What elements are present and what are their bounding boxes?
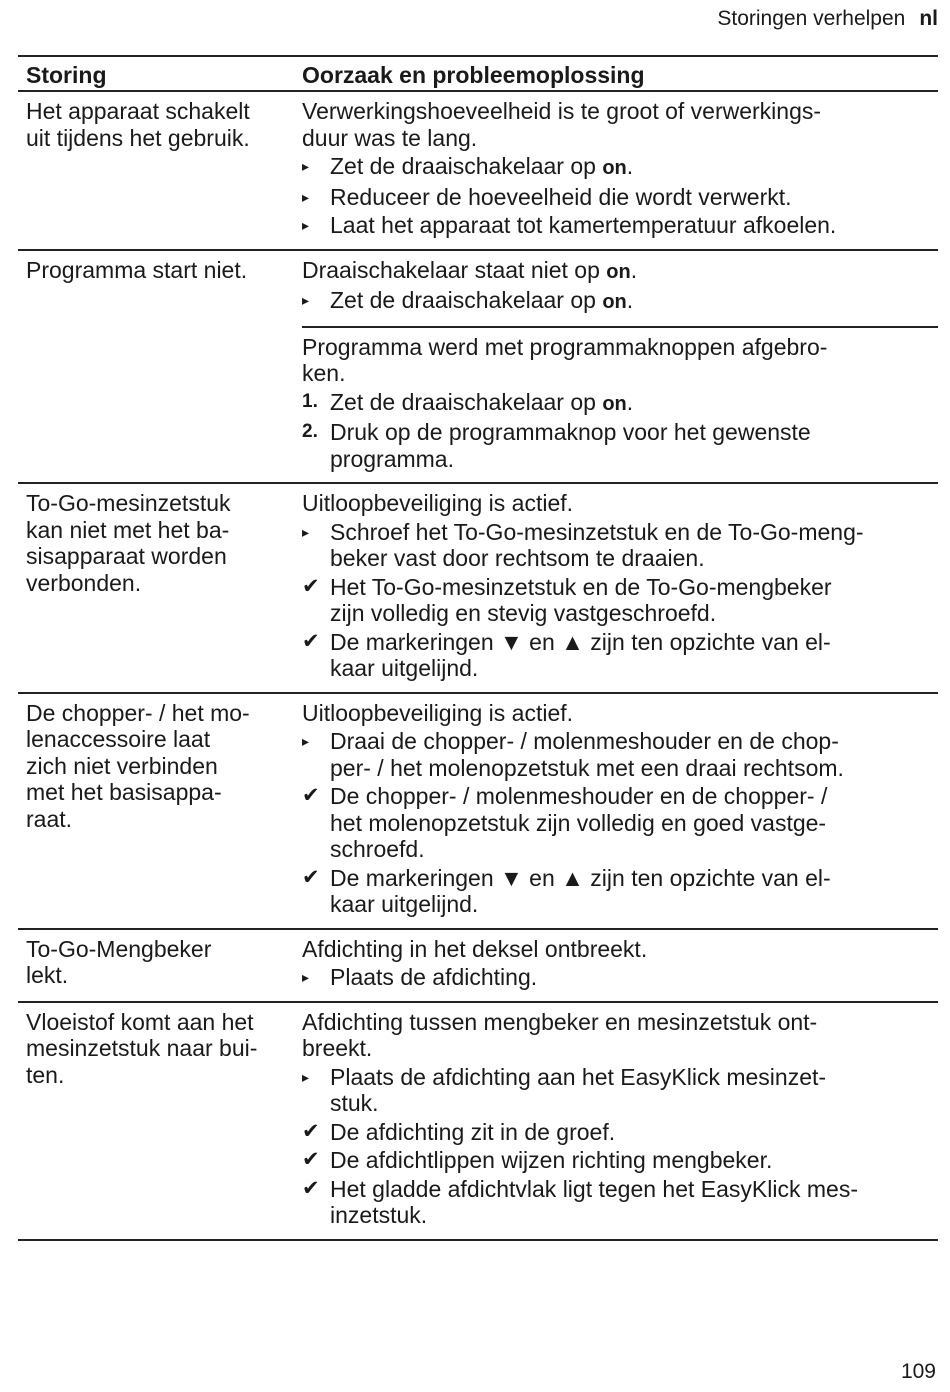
cause-text: Draaischakelaar staat niet op on. — [302, 256, 638, 283]
switch-position-on: on — [602, 157, 627, 179]
cause-text: Afdichting tussen mengbeker en mesinzetstuk ont- breekt. — [302, 1008, 818, 1061]
checkmark-icon: ✔ — [302, 1148, 320, 1171]
table-row — [18, 251, 938, 485]
cause-text: Uitloopbeveiliging is actief. — [302, 490, 574, 516]
cause-block — [302, 694, 938, 928]
page-header — [717, 6, 938, 32]
item-text: De chopper- / molenmeshouder en de chopper- / het molenopzetstuk zijn volledig en goed vastge- schroefd. — [330, 783, 828, 862]
cause-text: Afdichting in het deksel ontbreekt. — [302, 935, 648, 962]
fault-cell: To-Go-mesinzetstuk kan niet met het ba- sisapparaat worden verbonden. — [26, 490, 231, 596]
item-text: Het To-Go-mesinzetstuk en de To-Go-mengbeker zijn volledig en stevig vastgeschroefd. — [330, 573, 832, 626]
fault-cell: De chopper- / het mo- lenaccessoire laat zich niet verbinden met het basisappa- raat. — [26, 699, 250, 832]
switch-position-on: on — [602, 291, 627, 313]
item-text: Zet de draaischakelaar op on. — [330, 388, 634, 415]
cause-cell — [294, 1003, 938, 1239]
triangle-bullet-icon: ▸ — [302, 969, 310, 985]
cause-block — [302, 1003, 938, 1239]
cause-block — [302, 326, 938, 483]
result-item — [302, 865, 938, 918]
table-row — [18, 1003, 938, 1241]
step-item — [302, 212, 938, 239]
column-header-cause: Oorzaak en probleemoplossing — [302, 62, 645, 88]
fault-cell: Vloeistof komt aan het mesinzetstuk naar bui- ten. — [26, 1008, 258, 1088]
cause-text: Verwerkingshoeveelheid is te groot of verwerkings- duur was te lang. — [302, 98, 822, 151]
cause-block — [302, 930, 938, 1001]
triangle-bullet-icon: ▸ — [302, 217, 310, 233]
table-row — [18, 484, 938, 694]
item-text: De afdichtlippen wijzen richting mengbeker. — [330, 1147, 773, 1173]
page-number: 109 — [900, 1360, 936, 1383]
result-item — [302, 629, 938, 682]
table-row — [18, 92, 938, 251]
result-item — [302, 1176, 938, 1229]
checkmark-icon: ✔ — [302, 574, 320, 598]
item-text: De markeringen ▼ en ▲ zijn ten opzichte van el- kaar uitgelijnd. — [330, 864, 831, 917]
item-text: Plaats de afdichting aan het EasyKlick mesinzet- stuk. — [330, 1063, 827, 1116]
cause-cell — [294, 694, 938, 928]
triangle-bullet-icon: ▸ — [302, 523, 310, 540]
step-item — [302, 519, 938, 572]
table-body — [18, 92, 938, 1241]
cause-cell — [294, 484, 938, 692]
result-item — [302, 1119, 938, 1146]
fault-cell: To-Go-Mengbeker lekt. — [26, 935, 212, 988]
item-text: Zet de draaischakelaar op on. — [330, 287, 634, 313]
step-item — [302, 964, 938, 991]
step-item — [302, 728, 938, 781]
item-text: Laat het apparaat tot kamertemperatuur afkoelen. — [330, 212, 837, 238]
step-number: 2. — [302, 421, 318, 442]
step-number: 1. — [302, 390, 318, 412]
cause-cell — [294, 92, 938, 249]
result-item — [302, 574, 938, 627]
step-item — [302, 419, 938, 472]
cause-block — [302, 484, 938, 692]
table-header — [18, 57, 938, 92]
table-row — [18, 694, 938, 930]
item-text: De markeringen ▼ en ▲ zijn ten opzichte van el- kaar uitgelijnd. — [330, 628, 831, 681]
fault-cell: Programma start niet. — [26, 256, 248, 283]
cause-block — [302, 251, 938, 326]
language-code: nl — [919, 7, 938, 30]
cause-text: Programma werd met programmaknoppen afgebro- ken. — [302, 333, 828, 386]
step-item — [302, 153, 938, 182]
section-title: Storingen verhelpen — [717, 7, 906, 30]
column-header-fault: Storing — [26, 62, 107, 88]
step-item — [302, 1064, 938, 1117]
fault-cell: Het apparaat schakelt uit tijdens het gebruik. — [26, 98, 250, 151]
item-text: Draai de chopper- / molenmeshouder en de chop- per- / het molenopzetstuk met een draai rechtsom. — [330, 728, 844, 781]
item-text: Schroef het To-Go-mesinzetstuk en de To-Go-meng- beker vast door rechtsom te draaien. — [330, 518, 864, 571]
switch-position-on: on — [606, 260, 631, 283]
triangle-bullet-icon: ▸ — [302, 1068, 310, 1085]
triangle-bullet-icon: ▸ — [302, 158, 310, 174]
checkmark-icon: ✔ — [302, 1119, 320, 1143]
item-text: Druk op de programmaknop voor het gewenste programma. — [330, 419, 811, 472]
troubleshooting-table — [18, 55, 938, 1241]
triangle-bullet-icon: ▸ — [302, 733, 310, 749]
item-text: Het gladde afdichtvlak ligt tegen het EasyKlick mes- inzetstuk. — [330, 1175, 858, 1228]
checkmark-icon: ✔ — [302, 784, 320, 807]
cause-cell — [294, 251, 938, 483]
result-item — [302, 783, 938, 863]
cause-text: Uitloopbeveiliging is actief. — [302, 699, 574, 726]
checkmark-icon: ✔ — [302, 1176, 320, 1200]
switch-position-on: on — [602, 392, 627, 415]
result-item — [302, 1147, 938, 1174]
step-item — [302, 184, 938, 211]
checkmark-icon: ✔ — [302, 629, 320, 653]
table-row — [18, 930, 938, 1003]
checkmark-icon: ✔ — [302, 865, 320, 889]
triangle-bullet-icon: ▸ — [302, 188, 310, 205]
step-item — [302, 287, 938, 316]
item-text: De afdichting zit in de groef. — [330, 1118, 616, 1145]
cause-block — [302, 92, 938, 249]
item-text: Plaats de afdichting. — [330, 964, 538, 990]
step-item — [302, 389, 938, 418]
item-text: Zet de draaischakelaar op on. — [330, 153, 634, 179]
cause-cell — [294, 930, 938, 1001]
triangle-bullet-icon: ▸ — [302, 292, 310, 308]
item-text: Reduceer de hoeveelheid die wordt verwerkt. — [330, 183, 792, 210]
